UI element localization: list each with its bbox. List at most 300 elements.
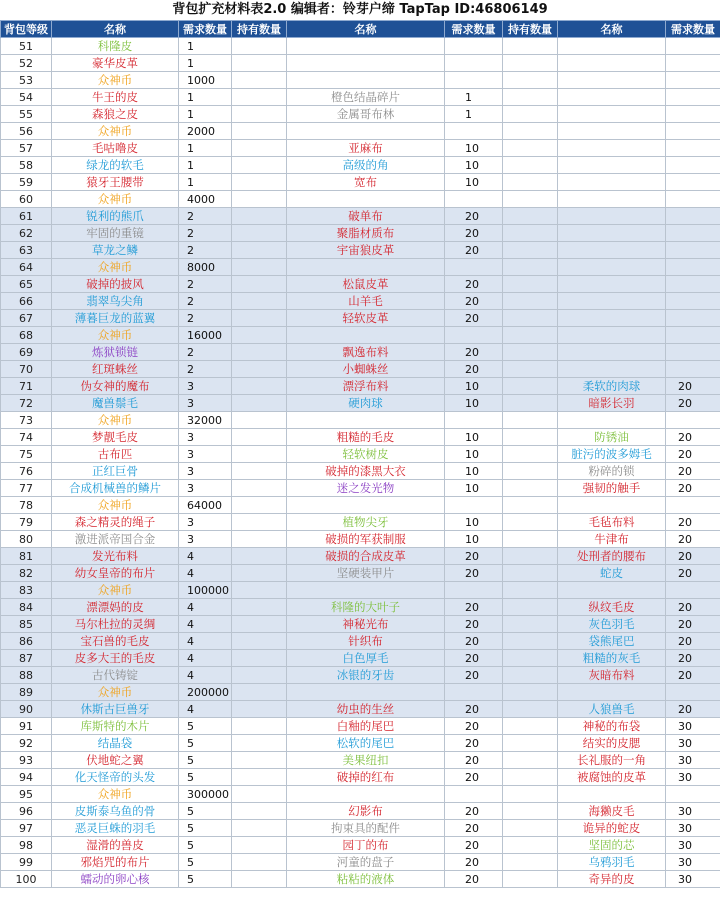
material-name-cell: 森狼之皮 xyxy=(52,106,179,123)
header-required-3: 需求数量 xyxy=(666,21,720,38)
required-qty-cell: 10 xyxy=(445,531,503,548)
material-name-cell xyxy=(558,259,666,276)
owned-qty-cell[interactable] xyxy=(503,327,558,344)
owned-qty-cell[interactable] xyxy=(503,242,558,259)
required-qty-cell: 16000 xyxy=(179,327,232,344)
owned-qty-cell[interactable] xyxy=(232,497,287,514)
owned-qty-cell[interactable] xyxy=(232,565,287,582)
owned-qty-cell[interactable] xyxy=(232,871,287,888)
table-row xyxy=(1,718,720,735)
material-name-cell xyxy=(558,106,666,123)
table-row xyxy=(1,157,720,174)
owned-qty-cell[interactable] xyxy=(232,174,287,191)
required-qty-cell: 10 xyxy=(445,446,503,463)
owned-qty-cell[interactable] xyxy=(232,769,287,786)
owned-qty-cell[interactable] xyxy=(503,38,558,55)
material-name-cell xyxy=(287,38,445,55)
material-name-cell: 植物尖牙 xyxy=(287,514,445,531)
material-name-cell: 草龙之鳞 xyxy=(52,242,179,259)
owned-qty-cell[interactable] xyxy=(232,378,287,395)
owned-qty-cell[interactable] xyxy=(232,259,287,276)
owned-qty-cell[interactable] xyxy=(232,123,287,140)
table-row xyxy=(1,106,720,123)
required-qty-cell: 20 xyxy=(445,616,503,633)
material-name-cell: 小蜘蛛丝 xyxy=(287,361,445,378)
material-name-cell xyxy=(558,497,666,514)
owned-qty-cell[interactable] xyxy=(232,667,287,684)
required-qty-cell: 20 xyxy=(445,718,503,735)
material-name-cell: 橙色结晶碎片 xyxy=(287,89,445,106)
owned-qty-cell[interactable] xyxy=(232,582,287,599)
owned-qty-cell[interactable] xyxy=(232,55,287,72)
required-qty-cell xyxy=(666,174,720,191)
table-row xyxy=(1,837,720,854)
owned-qty-cell[interactable] xyxy=(503,633,558,650)
material-name-cell: 破损的军获制服 xyxy=(287,531,445,548)
required-qty-cell: 1 xyxy=(445,89,503,106)
required-qty-cell: 20 xyxy=(445,735,503,752)
material-name-cell: 众神币 xyxy=(52,582,179,599)
material-name-cell: 众神币 xyxy=(52,327,179,344)
material-name-cell xyxy=(558,208,666,225)
required-qty-cell xyxy=(445,259,503,276)
level-cell: 61 xyxy=(1,208,52,225)
owned-qty-cell[interactable] xyxy=(503,429,558,446)
level-cell: 57 xyxy=(1,140,52,157)
material-name-cell: 粗糙的毛皮 xyxy=(287,429,445,446)
material-name-cell xyxy=(558,310,666,327)
table-row xyxy=(1,650,720,667)
level-cell: 88 xyxy=(1,667,52,684)
required-qty-cell: 64000 xyxy=(179,497,232,514)
table-row xyxy=(1,582,720,599)
required-qty-cell: 2 xyxy=(179,208,232,225)
material-name-cell: 恶灵巨蛛的羽毛 xyxy=(52,820,179,837)
required-qty-cell: 3 xyxy=(179,429,232,446)
level-cell: 79 xyxy=(1,514,52,531)
material-name-cell: 破掉的红布 xyxy=(287,769,445,786)
table-row xyxy=(1,123,720,140)
owned-qty-cell[interactable] xyxy=(232,480,287,497)
owned-qty-cell[interactable] xyxy=(503,854,558,871)
material-name-cell: 毛咕噜皮 xyxy=(52,140,179,157)
required-qty-cell: 5 xyxy=(179,718,232,735)
required-qty-cell: 2 xyxy=(179,276,232,293)
material-name-cell xyxy=(287,123,445,140)
owned-qty-cell[interactable] xyxy=(232,599,287,616)
material-name-cell xyxy=(558,293,666,310)
material-name-cell: 诡异的蛇皮 xyxy=(558,820,666,837)
level-cell: 100 xyxy=(1,871,52,888)
material-name-cell: 处刑者的腰布 xyxy=(558,548,666,565)
required-qty-cell xyxy=(445,582,503,599)
material-name-cell xyxy=(558,242,666,259)
material-name-cell xyxy=(558,786,666,803)
material-name-cell: 合成机械兽的鳞片 xyxy=(52,480,179,497)
required-qty-cell: 20 xyxy=(666,548,720,565)
header-required-2: 需求数量 xyxy=(445,21,503,38)
owned-qty-cell[interactable] xyxy=(503,463,558,480)
required-qty-cell xyxy=(666,293,720,310)
required-qty-cell: 20 xyxy=(445,344,503,361)
material-name-cell: 粉碎的锁 xyxy=(558,463,666,480)
required-qty-cell: 100000 xyxy=(179,582,232,599)
owned-qty-cell[interactable] xyxy=(503,616,558,633)
owned-qty-cell[interactable] xyxy=(503,684,558,701)
material-name-cell xyxy=(287,327,445,344)
owned-qty-cell[interactable] xyxy=(503,548,558,565)
owned-qty-cell[interactable] xyxy=(503,344,558,361)
material-name-cell: 硬肉球 xyxy=(287,395,445,412)
material-name-cell: 皮多大王的毛皮 xyxy=(52,650,179,667)
table-row xyxy=(1,701,720,718)
material-name-cell: 针织布 xyxy=(287,633,445,650)
material-name-cell: 梦靓毛皮 xyxy=(52,429,179,446)
owned-qty-cell[interactable] xyxy=(503,531,558,548)
table-row xyxy=(1,259,720,276)
material-name-cell: 园丁的布 xyxy=(287,837,445,854)
owned-qty-cell[interactable] xyxy=(232,837,287,854)
owned-qty-cell[interactable] xyxy=(503,701,558,718)
required-qty-cell xyxy=(666,412,720,429)
owned-qty-cell[interactable] xyxy=(503,837,558,854)
owned-qty-cell[interactable] xyxy=(503,225,558,242)
owned-qty-cell[interactable] xyxy=(503,395,558,412)
material-name-cell: 飘逸布料 xyxy=(287,344,445,361)
required-qty-cell: 1 xyxy=(179,55,232,72)
owned-qty-cell[interactable] xyxy=(232,157,287,174)
header-level: 背包等级 xyxy=(1,21,52,38)
owned-qty-cell[interactable] xyxy=(232,820,287,837)
level-cell: 95 xyxy=(1,786,52,803)
owned-qty-cell[interactable] xyxy=(232,276,287,293)
level-cell: 75 xyxy=(1,446,52,463)
level-cell: 58 xyxy=(1,157,52,174)
owned-qty-cell[interactable] xyxy=(503,871,558,888)
owned-qty-cell[interactable] xyxy=(503,72,558,89)
owned-qty-cell[interactable] xyxy=(232,803,287,820)
required-qty-cell: 10 xyxy=(445,463,503,480)
required-qty-cell: 20 xyxy=(666,701,720,718)
material-name-cell: 乌鸦羽毛 xyxy=(558,854,666,871)
material-name-cell: 河童的盘子 xyxy=(287,854,445,871)
material-name-cell: 魔兽鬃毛 xyxy=(52,395,179,412)
table-row xyxy=(1,616,720,633)
required-qty-cell: 4 xyxy=(179,616,232,633)
material-name-cell: 冰银的牙齿 xyxy=(287,667,445,684)
owned-qty-cell[interactable] xyxy=(503,667,558,684)
owned-qty-cell[interactable] xyxy=(232,854,287,871)
required-qty-cell xyxy=(666,123,720,140)
table-row xyxy=(1,412,720,429)
owned-qty-cell[interactable] xyxy=(503,123,558,140)
required-qty-cell: 20 xyxy=(445,225,503,242)
level-cell: 93 xyxy=(1,752,52,769)
material-name-cell xyxy=(558,582,666,599)
owned-qty-cell[interactable] xyxy=(232,531,287,548)
owned-qty-cell[interactable] xyxy=(232,310,287,327)
owned-qty-cell[interactable] xyxy=(232,242,287,259)
material-name-cell: 高级的角 xyxy=(287,157,445,174)
level-cell: 52 xyxy=(1,55,52,72)
material-name-cell: 炼狱锁链 xyxy=(52,344,179,361)
required-qty-cell: 300000 xyxy=(179,786,232,803)
required-qty-cell: 20 xyxy=(445,667,503,684)
owned-qty-cell[interactable] xyxy=(232,786,287,803)
table-row xyxy=(1,310,720,327)
level-cell: 97 xyxy=(1,820,52,837)
owned-qty-cell[interactable] xyxy=(503,208,558,225)
level-cell: 91 xyxy=(1,718,52,735)
level-cell: 82 xyxy=(1,565,52,582)
owned-qty-cell[interactable] xyxy=(232,327,287,344)
owned-qty-cell[interactable] xyxy=(232,735,287,752)
required-qty-cell: 20 xyxy=(445,242,503,259)
material-name-cell: 激进派帝国合金 xyxy=(52,531,179,548)
level-cell: 59 xyxy=(1,174,52,191)
table-row xyxy=(1,633,720,650)
owned-qty-cell[interactable] xyxy=(503,378,558,395)
material-name-cell xyxy=(558,38,666,55)
owned-qty-cell[interactable] xyxy=(503,752,558,769)
owned-qty-cell[interactable] xyxy=(503,514,558,531)
required-qty-cell xyxy=(666,208,720,225)
owned-qty-cell[interactable] xyxy=(503,769,558,786)
table-row xyxy=(1,429,720,446)
owned-qty-cell[interactable] xyxy=(503,718,558,735)
material-name-cell: 化天怪帝的头发 xyxy=(52,769,179,786)
material-name-cell: 红斑蛛丝 xyxy=(52,361,179,378)
owned-qty-cell[interactable] xyxy=(232,225,287,242)
owned-qty-cell[interactable] xyxy=(503,650,558,667)
required-qty-cell: 30 xyxy=(666,803,720,820)
table-body xyxy=(1,38,720,888)
level-cell: 60 xyxy=(1,191,52,208)
table-row xyxy=(1,803,720,820)
required-qty-cell: 2000 xyxy=(179,123,232,140)
owned-qty-cell[interactable] xyxy=(232,633,287,650)
owned-qty-cell[interactable] xyxy=(232,106,287,123)
material-name-cell xyxy=(558,157,666,174)
table-row xyxy=(1,871,720,888)
level-cell: 83 xyxy=(1,582,52,599)
required-qty-cell: 4 xyxy=(179,667,232,684)
owned-qty-cell[interactable] xyxy=(232,684,287,701)
owned-qty-cell[interactable] xyxy=(232,38,287,55)
owned-qty-cell[interactable] xyxy=(503,293,558,310)
material-name-cell xyxy=(558,276,666,293)
material-name-cell: 白色厚毛 xyxy=(287,650,445,667)
owned-qty-cell[interactable] xyxy=(503,480,558,497)
required-qty-cell xyxy=(445,38,503,55)
material-name-cell: 灰暗布料 xyxy=(558,667,666,684)
level-cell: 85 xyxy=(1,616,52,633)
required-qty-cell: 2 xyxy=(179,361,232,378)
required-qty-cell: 20 xyxy=(445,820,503,837)
owned-qty-cell[interactable] xyxy=(503,174,558,191)
level-cell: 96 xyxy=(1,803,52,820)
owned-qty-cell[interactable] xyxy=(232,412,287,429)
material-name-cell: 松鼠皮革 xyxy=(287,276,445,293)
required-qty-cell: 2 xyxy=(179,293,232,310)
owned-qty-cell[interactable] xyxy=(503,446,558,463)
owned-qty-cell[interactable] xyxy=(503,820,558,837)
material-name-cell: 薄暮巨龙的蓝翼 xyxy=(52,310,179,327)
owned-qty-cell[interactable] xyxy=(232,361,287,378)
owned-qty-cell[interactable] xyxy=(232,293,287,310)
owned-qty-cell[interactable] xyxy=(503,106,558,123)
header-name-1: 名称 xyxy=(52,21,179,38)
required-qty-cell: 20 xyxy=(445,769,503,786)
required-qty-cell: 20 xyxy=(445,208,503,225)
material-name-cell: 神秘光布 xyxy=(287,616,445,633)
material-name-cell xyxy=(287,191,445,208)
owned-qty-cell[interactable] xyxy=(232,701,287,718)
owned-qty-cell[interactable] xyxy=(503,599,558,616)
material-name-cell: 金属哥布林 xyxy=(287,106,445,123)
owned-qty-cell[interactable] xyxy=(232,650,287,667)
material-name-cell xyxy=(558,344,666,361)
required-qty-cell: 10 xyxy=(445,395,503,412)
required-qty-cell: 30 xyxy=(666,837,720,854)
required-qty-cell: 2 xyxy=(179,242,232,259)
table-row xyxy=(1,361,720,378)
required-qty-cell: 20 xyxy=(445,548,503,565)
required-qty-cell: 30 xyxy=(666,735,720,752)
material-name-cell xyxy=(558,55,666,72)
material-name-cell: 松软的尾巴 xyxy=(287,735,445,752)
required-qty-cell xyxy=(445,191,503,208)
level-cell: 55 xyxy=(1,106,52,123)
owned-qty-cell[interactable] xyxy=(503,259,558,276)
required-qty-cell: 5 xyxy=(179,820,232,837)
owned-qty-cell[interactable] xyxy=(503,582,558,599)
owned-qty-cell[interactable] xyxy=(503,140,558,157)
owned-qty-cell[interactable] xyxy=(232,429,287,446)
owned-qty-cell[interactable] xyxy=(232,395,287,412)
required-qty-cell: 1 xyxy=(179,38,232,55)
owned-qty-cell[interactable] xyxy=(232,718,287,735)
material-name-cell: 纵纹毛皮 xyxy=(558,599,666,616)
material-name-cell: 神秘的布袋 xyxy=(558,718,666,735)
required-qty-cell: 5 xyxy=(179,854,232,871)
material-name-cell: 迷之发光物 xyxy=(287,480,445,497)
required-qty-cell: 3 xyxy=(179,378,232,395)
required-qty-cell: 4 xyxy=(179,701,232,718)
owned-qty-cell[interactable] xyxy=(503,497,558,514)
owned-qty-cell[interactable] xyxy=(503,310,558,327)
table-row xyxy=(1,565,720,582)
required-qty-cell: 2 xyxy=(179,310,232,327)
owned-qty-cell[interactable] xyxy=(503,803,558,820)
material-name-cell xyxy=(287,259,445,276)
owned-qty-cell[interactable] xyxy=(232,140,287,157)
owned-qty-cell[interactable] xyxy=(232,463,287,480)
owned-qty-cell[interactable] xyxy=(503,191,558,208)
material-name-cell xyxy=(287,497,445,514)
owned-qty-cell[interactable] xyxy=(503,276,558,293)
owned-qty-cell[interactable] xyxy=(503,412,558,429)
material-name-cell: 拘束具的配件 xyxy=(287,820,445,837)
table-row xyxy=(1,463,720,480)
table-row xyxy=(1,208,720,225)
material-name-cell: 邪焰咒的布片 xyxy=(52,854,179,871)
table-row xyxy=(1,395,720,412)
owned-qty-cell[interactable] xyxy=(503,786,558,803)
owned-qty-cell[interactable] xyxy=(232,72,287,89)
owned-qty-cell[interactable] xyxy=(232,344,287,361)
owned-qty-cell[interactable] xyxy=(232,446,287,463)
material-name-cell: 被腐蚀的皮革 xyxy=(558,769,666,786)
owned-qty-cell[interactable] xyxy=(503,89,558,106)
required-qty-cell: 20 xyxy=(445,293,503,310)
material-name-cell: 轻软树皮 xyxy=(287,446,445,463)
required-qty-cell: 20 xyxy=(666,650,720,667)
owned-qty-cell[interactable] xyxy=(232,548,287,565)
table-row xyxy=(1,378,720,395)
required-qty-cell xyxy=(666,225,720,242)
material-name-cell: 伪女神的魔布 xyxy=(52,378,179,395)
owned-qty-cell[interactable] xyxy=(503,157,558,174)
required-qty-cell: 20 xyxy=(666,463,720,480)
required-qty-cell xyxy=(666,344,720,361)
table-row xyxy=(1,735,720,752)
material-name-cell: 灰色羽毛 xyxy=(558,616,666,633)
required-qty-cell: 8000 xyxy=(179,259,232,276)
level-cell: 84 xyxy=(1,599,52,616)
material-name-cell: 皮斯泰乌鱼的骨 xyxy=(52,803,179,820)
required-qty-cell: 10 xyxy=(445,514,503,531)
material-name-cell: 猿牙王腰带 xyxy=(52,174,179,191)
level-cell: 77 xyxy=(1,480,52,497)
required-qty-cell xyxy=(445,497,503,514)
material-name-cell: 破单布 xyxy=(287,208,445,225)
material-name-cell: 豪华皮革 xyxy=(52,55,179,72)
material-name-cell: 破掉的漆黑大衣 xyxy=(287,463,445,480)
owned-qty-cell[interactable] xyxy=(232,514,287,531)
header-owned-1: 持有数量 xyxy=(232,21,287,38)
material-name-cell: 长礼服的一角 xyxy=(558,752,666,769)
material-name-cell: 湿滑的兽皮 xyxy=(52,837,179,854)
owned-qty-cell[interactable] xyxy=(232,616,287,633)
level-cell: 94 xyxy=(1,769,52,786)
owned-qty-cell[interactable] xyxy=(503,361,558,378)
required-qty-cell xyxy=(445,55,503,72)
owned-qty-cell[interactable] xyxy=(232,191,287,208)
required-qty-cell: 20 xyxy=(666,616,720,633)
required-qty-cell: 20 xyxy=(445,837,503,854)
required-qty-cell xyxy=(445,72,503,89)
table-row xyxy=(1,38,720,55)
material-name-cell: 亚麻布 xyxy=(287,140,445,157)
material-name-cell: 毛毡布料 xyxy=(558,514,666,531)
table-row xyxy=(1,769,720,786)
owned-qty-cell[interactable] xyxy=(232,208,287,225)
level-cell: 76 xyxy=(1,463,52,480)
required-qty-cell xyxy=(666,55,720,72)
owned-qty-cell[interactable] xyxy=(503,565,558,582)
required-qty-cell xyxy=(666,106,720,123)
required-qty-cell: 10 xyxy=(445,140,503,157)
required-qty-cell: 5 xyxy=(179,837,232,854)
owned-qty-cell[interactable] xyxy=(232,752,287,769)
owned-qty-cell[interactable] xyxy=(232,89,287,106)
owned-qty-cell[interactable] xyxy=(503,735,558,752)
level-cell: 98 xyxy=(1,837,52,854)
table-row xyxy=(1,497,720,514)
level-cell: 69 xyxy=(1,344,52,361)
owned-qty-cell[interactable] xyxy=(503,55,558,72)
